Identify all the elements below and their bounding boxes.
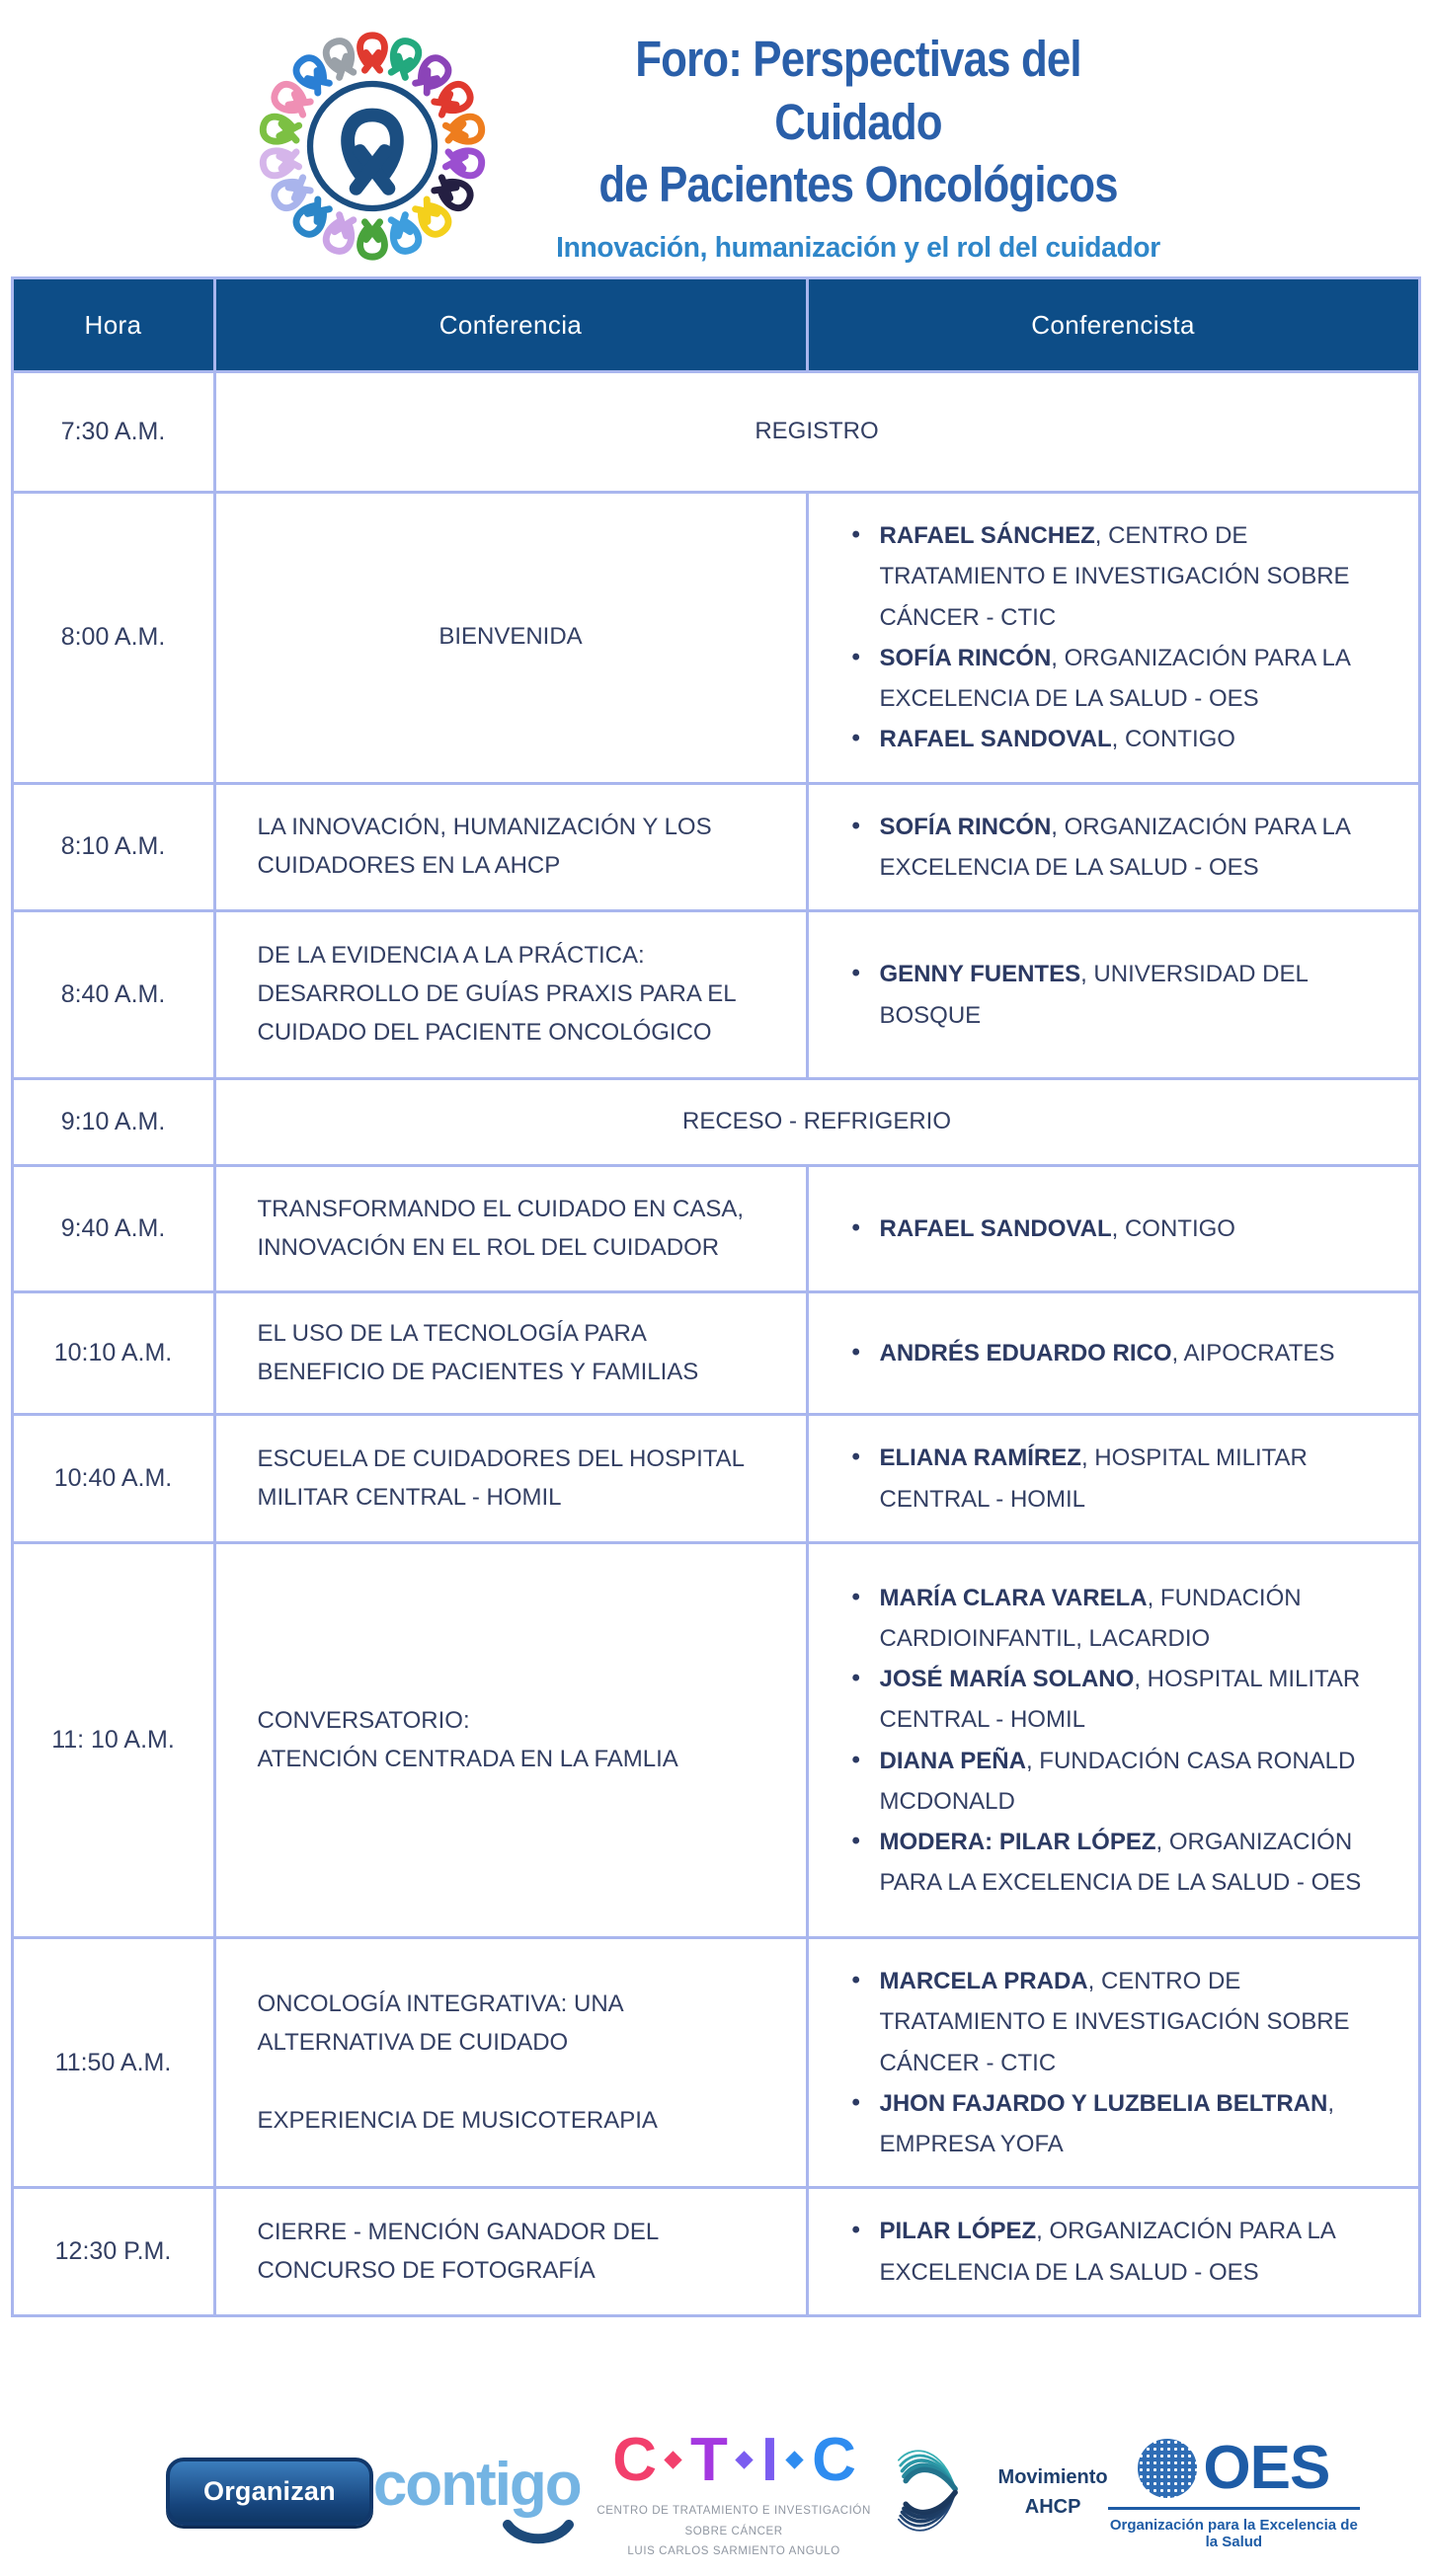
ring-ribbon-icon	[444, 115, 483, 145]
speaker-name: JOSÉ MARÍA SOLANO	[879, 1666, 1135, 1693]
title-line-1: Foro: Perspectivas del Cuidado	[634, 30, 1081, 150]
ctic-letter: T	[690, 2425, 727, 2494]
time-cell: 12:30 P.M.	[12, 2188, 214, 2316]
speaker-detail: , CENTRO DE TRATAMIENTO E INVESTIGACIÓN SOBRE CÁNCER - CTIC	[879, 1968, 1350, 2076]
speaker-list	[850, 1961, 1392, 2164]
speaker-list	[850, 2211, 1392, 2293]
ring-ribbon-icon	[322, 38, 357, 79]
ahcp-label-ahcp: AHCP	[1024, 2495, 1081, 2518]
speaker-item	[850, 1578, 1392, 1660]
speakers-cell	[807, 1415, 1419, 1543]
conference-line: ONCOLOGÍA INTEGRATIVA: UNA ALTERNATIVA DE CUIDADO	[257, 1990, 623, 2056]
speaker-list	[850, 1333, 1392, 1373]
speakers-cell	[807, 2188, 1419, 2316]
speaker-item	[850, 719, 1392, 759]
speaker-item	[850, 2211, 1392, 2293]
organizan-badge: Organizan	[166, 2458, 373, 2526]
time-cell: 9:40 A.M.	[12, 1166, 214, 1292]
conference-cell	[214, 911, 807, 1079]
ctic-letter: C	[812, 2425, 855, 2494]
ctic-diamond-icon	[664, 2451, 681, 2468]
table-row	[12, 911, 1419, 1079]
conference-line: TRANSFORMANDO EL CUIDADO EN CASA, INNOVACIÓN EN EL ROL DEL CUIDADOR	[257, 1195, 745, 1261]
conference-cell	[214, 1166, 807, 1292]
ctic-letter: C	[612, 2425, 657, 2494]
table-row	[12, 1166, 1419, 1292]
speaker-detail: , CONTIGO	[1111, 1214, 1235, 1242]
speaker-name: DIANA PEÑA	[879, 1747, 1026, 1774]
oes-underline	[1108, 2507, 1360, 2510]
table-row	[12, 1415, 1419, 1543]
ahcp-label-movimiento: Movimiento	[997, 2465, 1108, 2488]
ring-ribbon-icon	[322, 213, 357, 255]
speaker-item	[850, 1333, 1392, 1373]
oes-wordmark: OES	[1203, 2434, 1330, 2503]
speaker-item	[850, 954, 1392, 1036]
speaker-detail: , EMPRESA YOFA	[879, 2089, 1334, 2158]
speaker-item	[850, 1438, 1392, 1520]
speaker-list	[850, 515, 1392, 760]
table-row	[12, 1079, 1419, 1166]
conference-cell: RECESO - REFRIGERIO	[214, 1079, 1419, 1166]
speaker-detail: , ORGANIZACIÓN PARA LA EXCELENCIA DE LA SALUD - OES	[879, 644, 1350, 713]
speaker-item	[850, 638, 1392, 720]
footer-section	[0, 2408, 1431, 2576]
table-row	[12, 1543, 1419, 1938]
event-subtitle: Innovación, humanización y el rol del cuidador	[555, 232, 1160, 265]
table-row	[12, 372, 1419, 493]
speakers-cell	[807, 783, 1419, 911]
conference-cell	[214, 1543, 807, 1938]
conference-cell	[214, 1938, 807, 2188]
speaker-item	[850, 1741, 1392, 1823]
table-row	[12, 1938, 1419, 2188]
speaker-item	[850, 1209, 1392, 1249]
speakers-cell	[807, 1543, 1419, 1938]
speakers-cell	[807, 911, 1419, 1079]
oes-globe-icon	[1138, 2439, 1197, 2498]
header-section	[0, 0, 1431, 276]
speaker-name: MODERA: PILAR LÓPEZ	[879, 1829, 1156, 1856]
table-row	[12, 783, 1419, 911]
column-header-hora: Hora	[12, 278, 214, 372]
ring-ribbon-icon	[444, 147, 483, 178]
speaker-name: SOFÍA RINCÓN	[879, 813, 1052, 840]
ctic-letter: I	[760, 2425, 778, 2494]
speaker-name: JHON FAJARDO Y LUZBELIA BELTRAN	[879, 2089, 1328, 2117]
speaker-detail: , ORGANIZACIÓN PARA LA EXCELENCIA DE LA SALUD - OES	[879, 2218, 1335, 2286]
speaker-name: ANDRÉS EDUARDO RICO	[879, 1339, 1172, 1366]
speaker-name: PILAR LÓPEZ	[879, 2218, 1037, 2245]
ring-ribbon-icon	[386, 213, 421, 255]
speakers-cell	[807, 1166, 1419, 1292]
speaker-list	[850, 1578, 1392, 1904]
speakers-cell	[807, 1938, 1419, 2188]
speaker-detail: , FUNDACIÓN CARDIOINFANTIL, LACARDIO	[879, 1584, 1302, 1652]
speaker-list	[850, 807, 1392, 889]
ahcp-label	[998, 2462, 1108, 2522]
speaker-item	[850, 1659, 1392, 1741]
speaker-detail: , AIPOCRATES	[1171, 1339, 1335, 1366]
speaker-detail: , CONTIGO	[1111, 726, 1235, 753]
speaker-item	[850, 1822, 1392, 1904]
speaker-detail: , FUNDACIÓN CASA RONALD MCDONALD	[879, 1747, 1356, 1815]
conference-cell	[214, 1292, 807, 1415]
conference-cell	[214, 1415, 807, 1543]
speakers-cell	[807, 1292, 1419, 1415]
table-row	[12, 493, 1419, 784]
time-cell: 7:30 A.M.	[12, 372, 214, 493]
contigo-wordmark: contigo	[372, 2451, 581, 2520]
time-cell: 10:10 A.M.	[12, 1292, 214, 1415]
speaker-list	[850, 954, 1392, 1036]
speaker-detail: , ORGANIZACIÓN PARA LA EXCELENCIA DE LA SALUD - OES	[879, 1829, 1362, 1897]
header-row	[12, 278, 1419, 372]
schedule-table-body	[12, 372, 1419, 2316]
speaker-item	[850, 2083, 1392, 2165]
title-line-2: de Pacientes Oncológicos	[597, 156, 1118, 213]
conference-cell	[214, 2188, 807, 2316]
table-row	[12, 2188, 1419, 2316]
ring-ribbon-icon	[261, 147, 299, 178]
conference-cell	[214, 783, 807, 911]
ctic-caption-2: LUIS CARLOS SARMIENTO ANGULO	[627, 2545, 840, 2558]
speaker-name: MARCELA PRADA	[879, 1968, 1088, 1995]
ring-ribbon-icon	[359, 36, 384, 70]
speaker-name: GENNY FUENTES	[879, 961, 1081, 988]
speaker-name: ELIANA RAMÍREZ	[879, 1444, 1081, 1472]
ctic-logo	[581, 2425, 888, 2560]
page-title	[532, 28, 1184, 265]
speaker-detail: , HOSPITAL MILITAR CENTRAL - HOMIL	[879, 1666, 1361, 1734]
time-cell: 11: 10 A.M.	[12, 1543, 214, 1938]
time-cell: 8:10 A.M.	[12, 783, 214, 911]
schedule-table-header	[12, 278, 1419, 372]
schedule-table	[11, 276, 1421, 2317]
awareness-ribbon-ring-logo	[248, 22, 497, 271]
speaker-detail: , CENTRO DE TRATAMIENTO E INVESTIGACIÓN SOBRE CÁNCER - CTIC	[879, 522, 1350, 631]
speaker-item	[850, 807, 1392, 889]
contigo-smile-icon	[500, 2520, 577, 2545]
speaker-name: RAFAEL SANDOVAL	[879, 726, 1112, 753]
speaker-item	[850, 515, 1392, 638]
ring-ribbon-icon	[386, 38, 421, 79]
conference-line: DE LA EVIDENCIA A LA PRÁCTICA: DESARROLLO DE GUÍAS PRAXIS PARA EL CUIDADO DEL PACIENTE ONCOLÓGICO	[257, 942, 736, 1047]
ahcp-logo	[888, 2425, 1108, 2558]
speaker-list	[850, 1438, 1392, 1520]
ctic-diamond-icon	[735, 2451, 753, 2468]
time-cell: 9:10 A.M.	[12, 1079, 214, 1166]
time-cell: 8:00 A.M.	[12, 493, 214, 784]
speaker-name: RAFAEL SÁNCHEZ	[879, 522, 1095, 549]
ctic-diamond-icon	[785, 2451, 803, 2468]
time-cell: 8:40 A.M.	[12, 911, 214, 1079]
speaker-name: MARÍA CLARA VARELA	[879, 1584, 1148, 1611]
table-row	[12, 1292, 1419, 1415]
time-cell: 11:50 A.M.	[12, 1938, 214, 2188]
conference-line: CONVERSATORIO:	[257, 1706, 470, 1734]
conference-line: BIENVENIDA	[438, 623, 583, 651]
ctic-letters	[581, 2425, 888, 2495]
speaker-detail: , UNIVERSIDAD DEL BOSQUE	[879, 961, 1308, 1029]
speakers-cell	[807, 493, 1419, 784]
center-circle	[310, 84, 435, 208]
oes-logo-top	[1108, 2433, 1360, 2503]
speaker-item	[850, 1961, 1392, 2083]
speaker-detail: , HOSPITAL MILITAR CENTRAL - HOMIL	[879, 1444, 1308, 1513]
speaker-name: SOFÍA RINCÓN	[879, 644, 1052, 671]
oes-logo	[1108, 2433, 1360, 2550]
conference-line: LA INNOVACIÓN, HUMANIZACIÓN Y LOS CUIDADORES EN LA AHCP	[257, 813, 712, 879]
conference-line	[258, 2063, 772, 2102]
speaker-name: RAFAEL SANDOVAL	[879, 1214, 1112, 1242]
column-header-conferencista: Conferencista	[807, 278, 1419, 372]
column-header-conferencia: Conferencia	[214, 278, 807, 372]
ahcp-swirl-icon	[888, 2425, 987, 2558]
oes-caption: Organización para la Excelencia de la Salud	[1109, 2517, 1358, 2551]
center-emblem	[310, 84, 435, 208]
conference-line: EXPERIENCIA DE MUSICOTERAPIA	[257, 2106, 658, 2134]
ctic-caption-1: CENTRO DE TRATAMIENTO E INVESTIGACIÓN SOBRE CÁNCER	[596, 2504, 871, 2538]
conference-line: ATENCIÓN CENTRADA EN LA FAMLIA	[257, 1745, 678, 1772]
conference-line: EL USO DE LA TECNOLOGÍA PARA BENEFICIO DE PACIENTES Y FAMILIAS	[257, 1319, 699, 1385]
speaker-list	[850, 1209, 1392, 1249]
speaker-detail: , ORGANIZACIÓN PARA LA EXCELENCIA DE LA SALUD - OES	[879, 813, 1350, 881]
ring-ribbon-icon	[261, 115, 299, 145]
conference-line: CIERRE - MENCIÓN GANADOR DEL CONCURSO DE FOTOGRAFÍA	[257, 2218, 659, 2284]
conference-cell: REGISTRO	[214, 372, 1419, 493]
conference-cell	[214, 493, 807, 784]
time-cell: 10:40 A.M.	[12, 1415, 214, 1543]
conference-line: ESCUELA DE CUIDADORES DEL HOSPITAL MILITAR CENTRAL - HOMIL	[257, 1444, 745, 1511]
contigo-logo	[373, 2450, 581, 2534]
ring-ribbon-icon	[359, 222, 384, 257]
